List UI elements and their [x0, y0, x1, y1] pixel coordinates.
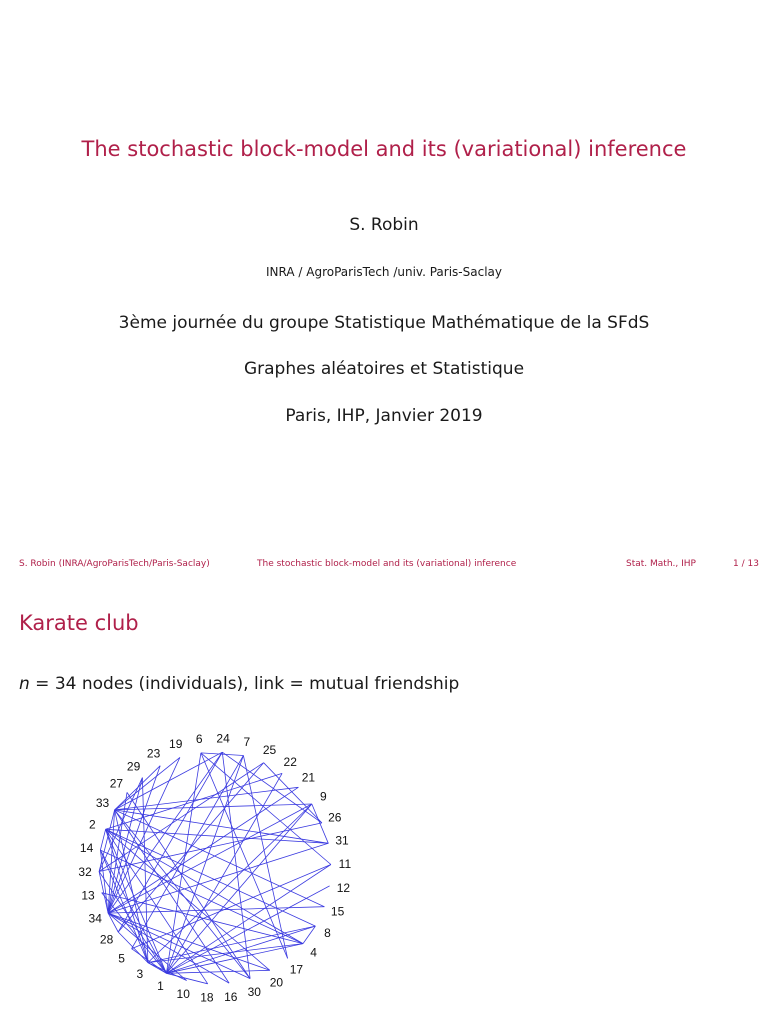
edge-15-34 — [108, 907, 324, 913]
node-label-28: 28 — [99, 932, 114, 947]
node-label-9: 9 — [320, 789, 327, 804]
slide-footer — [0, 559, 768, 573]
node-label-21: 21 — [301, 770, 316, 785]
node-label-23: 23 — [146, 746, 161, 761]
node-label-3: 3 — [136, 967, 144, 981]
edge-2-14 — [100, 829, 105, 850]
node-label-5: 5 — [118, 951, 125, 966]
edge-26-32 — [99, 823, 322, 872]
node-label-8: 8 — [324, 926, 331, 941]
edge-21-34 — [108, 787, 298, 913]
edge-1-32 — [99, 872, 166, 974]
node-label-7: 7 — [243, 735, 251, 749]
node-label-25: 25 — [262, 743, 277, 757]
footer-page-number: 1 / 13 — [733, 559, 759, 569]
node-label-18: 18 — [200, 990, 214, 1005]
edge-9-33 — [115, 804, 312, 810]
edge-21-33 — [115, 787, 299, 810]
node-label-31: 31 — [335, 833, 349, 848]
node-label-12: 12 — [336, 881, 351, 896]
node-label-26: 26 — [328, 810, 342, 825]
node-label-13: 13 — [81, 888, 95, 903]
node-label-2: 2 — [89, 817, 96, 832]
node-label-27: 27 — [109, 776, 124, 791]
edge-3-4 — [148, 944, 303, 963]
node-label-6: 6 — [195, 732, 203, 746]
footer-author: S. Robin (INRA/AgroParisTech/Paris-Saclay) — [19, 559, 210, 569]
karate-network-figure — [75, 720, 365, 1020]
node-label-10: 10 — [176, 987, 190, 1001]
author-institute: INRA / AgroParisTech /univ. Paris-Saclay — [266, 265, 502, 279]
node-label-17: 17 — [289, 962, 304, 977]
edge-29-34 — [108, 778, 142, 914]
event-line-1: 3ème journée du groupe Statistique Mathématique de la SFdS — [118, 313, 650, 333]
event-line-2: Graphes aléatoires et Statistique — [243, 359, 525, 379]
edge-30-33 — [115, 810, 251, 979]
node-label-30: 30 — [247, 984, 261, 999]
footer-event: Stat. Math., IHP — [626, 559, 696, 569]
node-label-1: 1 — [157, 979, 164, 993]
node-label-33: 33 — [95, 795, 110, 810]
node-label-34: 34 — [88, 911, 102, 926]
node-label-19: 19 — [169, 737, 183, 752]
karate-club-slide — [0, 580, 768, 1024]
author-name: S. Robin — [349, 215, 419, 235]
node-label-15: 15 — [330, 904, 345, 919]
node-label-11: 11 — [338, 857, 352, 872]
event-line-3: Paris, IHP, Janvier 2019 — [285, 406, 483, 426]
node-label-20: 20 — [269, 975, 284, 990]
node-label-14: 14 — [79, 840, 94, 855]
frame-title: Karate club — [19, 611, 139, 635]
edge-1-22 — [166, 773, 282, 973]
node-label-16: 16 — [224, 990, 238, 1004]
node-label-29: 29 — [126, 759, 141, 774]
intro-variable: n — [19, 674, 30, 694]
edge-10-34 — [108, 913, 187, 980]
edge-1-20 — [166, 970, 269, 973]
node-label-22: 22 — [283, 755, 297, 769]
intro-description: = 34 nodes (individuals), link = mutual friendship — [29, 674, 460, 694]
edge-7-17 — [243, 756, 287, 959]
footer-title: The stochastic block-model and its (variational) inference — [257, 559, 517, 569]
edge-24-30 — [222, 752, 250, 978]
intro-text — [19, 674, 459, 694]
edge-24-34 — [108, 752, 222, 913]
network-graph — [75, 720, 365, 1020]
edges-layer — [99, 752, 331, 984]
node-label-4: 4 — [310, 945, 317, 960]
node-label-24: 24 — [216, 731, 230, 746]
node-label-32: 32 — [78, 864, 92, 879]
presentation-title: The stochastic block-model and its (variational) inference — [81, 137, 687, 161]
